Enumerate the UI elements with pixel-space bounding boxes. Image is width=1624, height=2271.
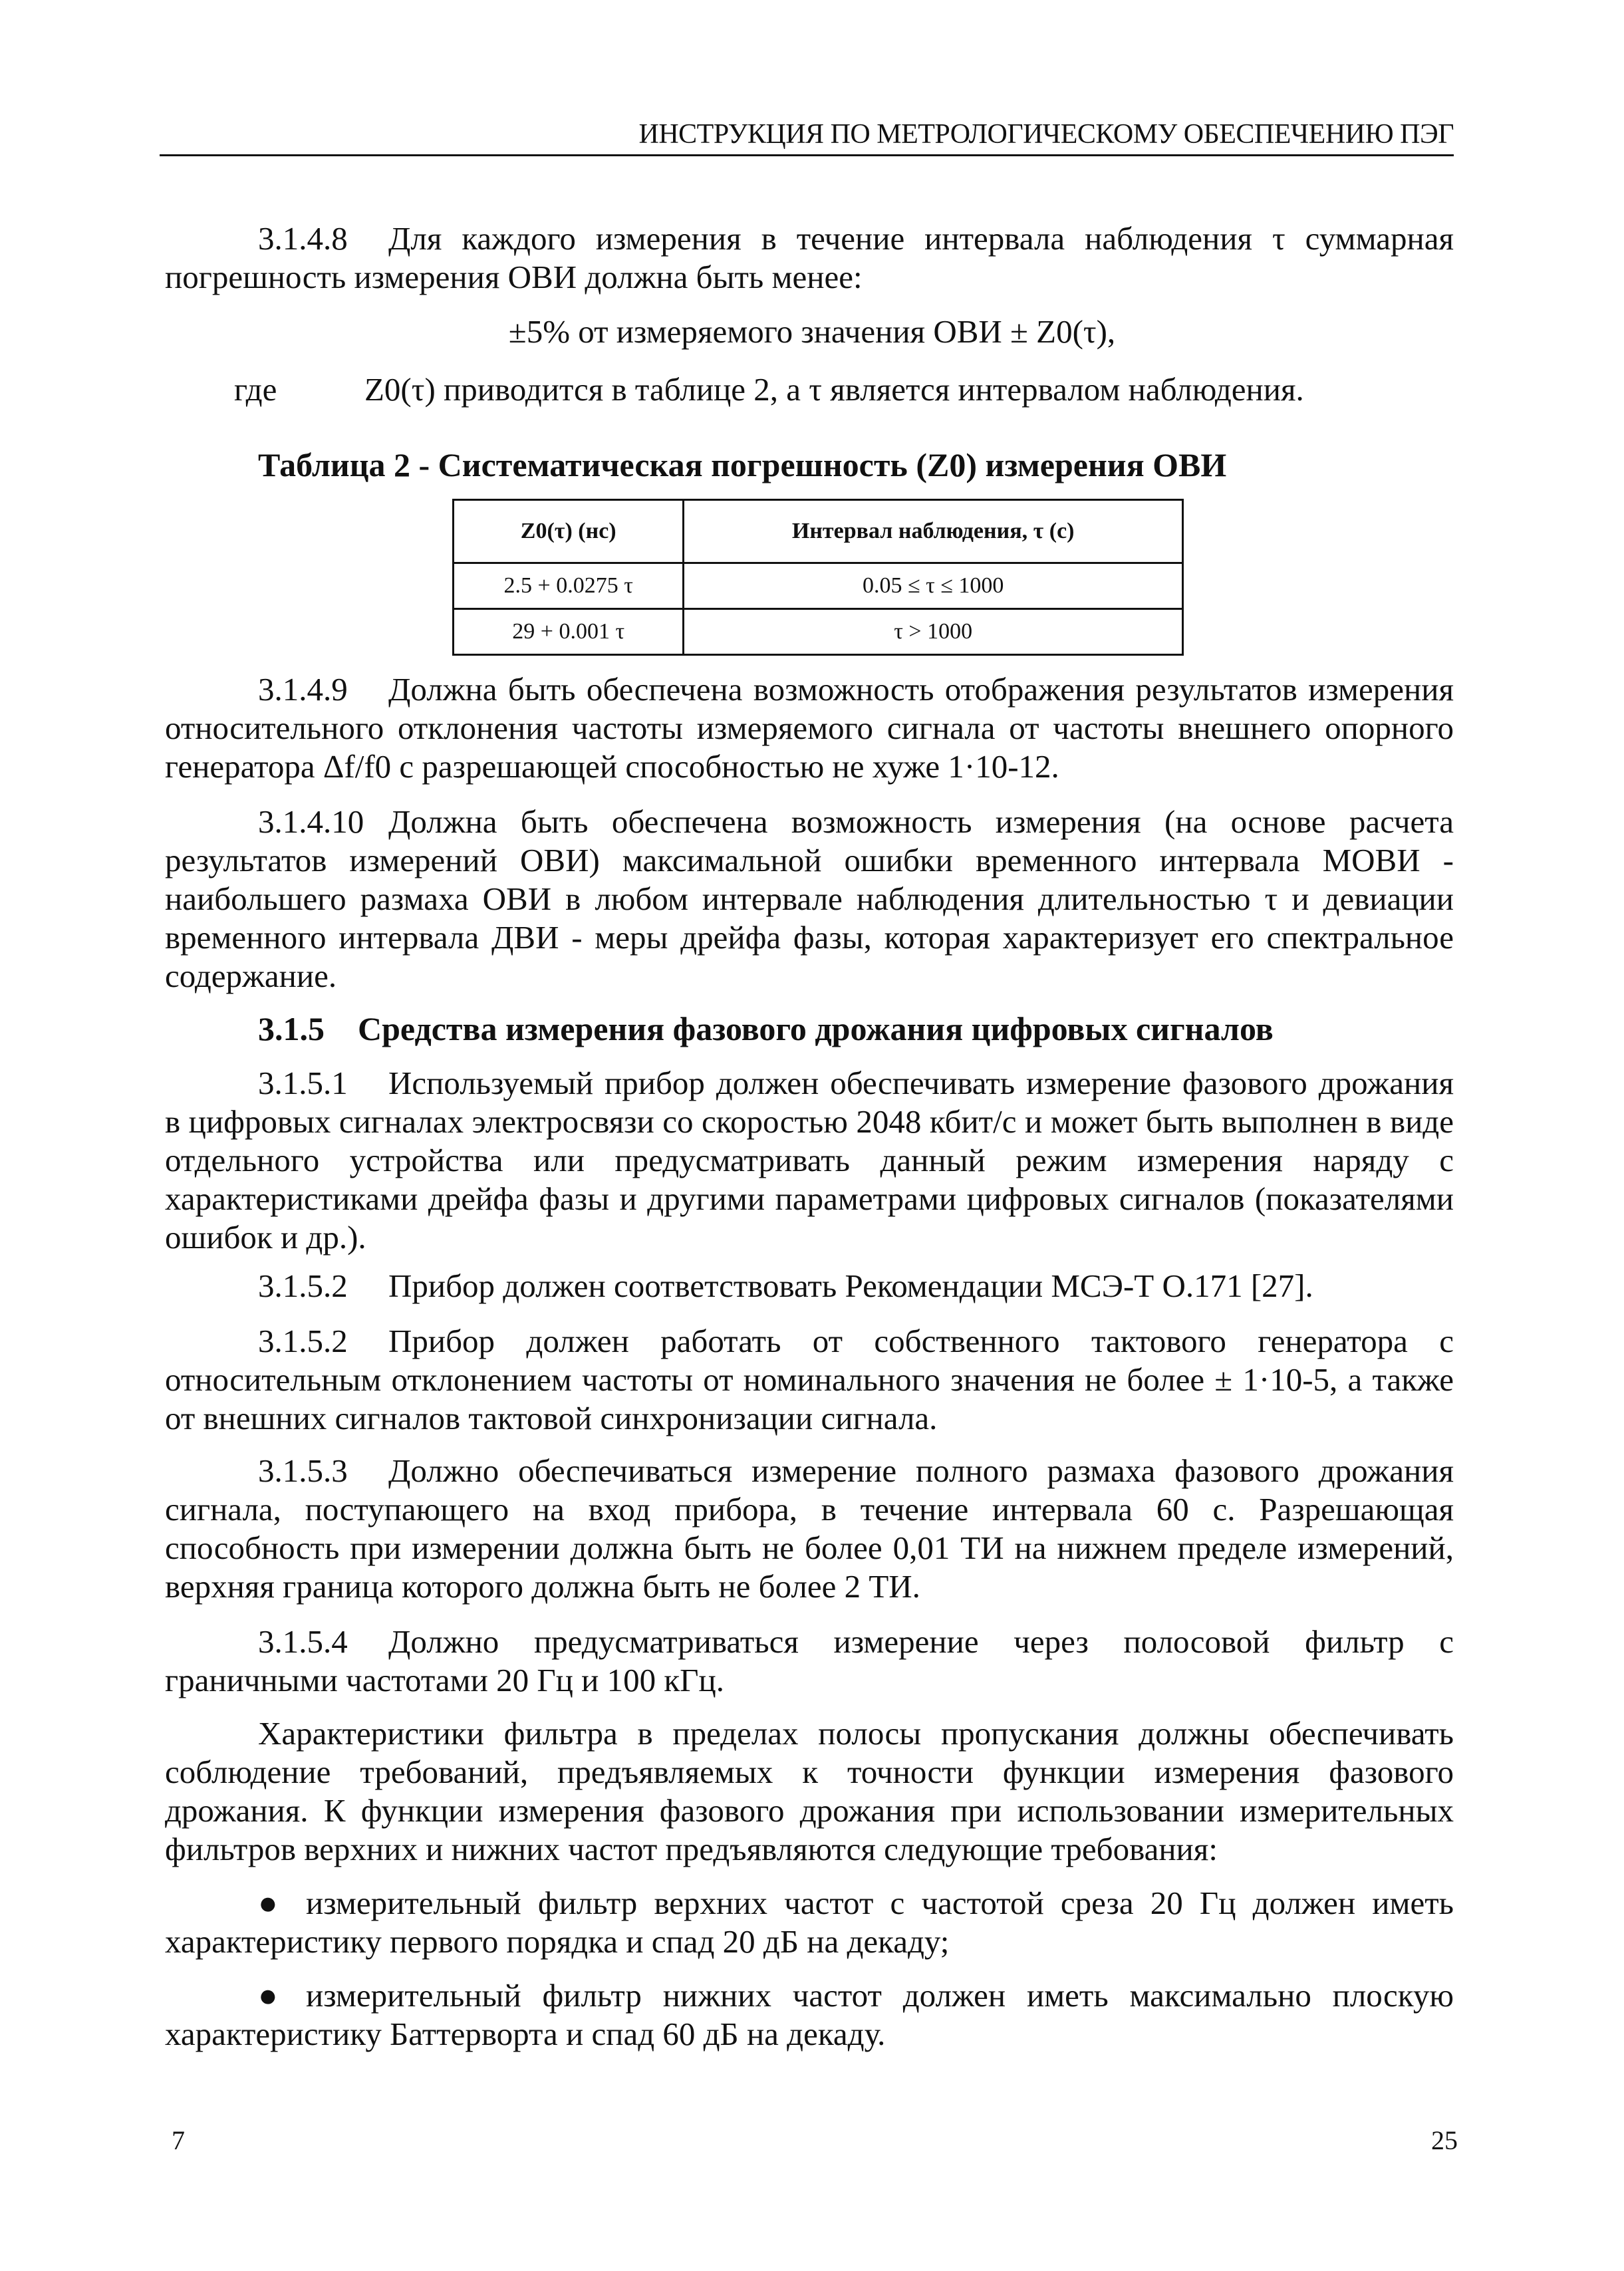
section-title: Средства измерения фазового дрожания цифровых сигналов xyxy=(358,1010,1274,1047)
paragraph-number: 3.1.4.8 xyxy=(258,220,348,257)
where-line xyxy=(234,370,1454,409)
section-number: 3.1.5 xyxy=(258,1010,325,1047)
footer-left-number: 7 xyxy=(172,2125,185,2155)
paragraph-3-1-5-1 xyxy=(165,1064,1454,1257)
list-item-text: измерительный фильтр нижних частот должен иметь максимально плоскую характеристику Баттерворта и спад 60 дБ на декаду. xyxy=(165,1977,1454,2052)
paragraph-3-1-5-2-a xyxy=(165,1267,1454,1305)
list-item xyxy=(165,1884,1454,1961)
table-row xyxy=(454,609,1183,655)
paragraph-3-1-5-3 xyxy=(165,1452,1454,1606)
paragraph-filter-characteristics: Характеристики фильтра в пределах полосы пропускания должны обеспечивать соблюдение требований, предъявляемых к точности функции измерения фазового дрожания. К функции измерения фазового дрожания при использовании измерительных фильтров верхних и нижних частот предъявляются следующие требования: xyxy=(165,1715,1454,1867)
paragraph-number: 3.1.4.9 xyxy=(258,671,348,708)
table-cell: 29 + 0.001 τ xyxy=(454,609,684,655)
bullet-icon: ● xyxy=(258,1885,278,1921)
paragraph-number: 3.1.5.3 xyxy=(258,1452,348,1489)
table-row xyxy=(454,563,1183,609)
paragraph-3-1-4-10 xyxy=(165,803,1454,996)
page-header: ИНСТРУКЦИЯ ПО МЕТРОЛОГИЧЕСКОМУ ОБЕСПЕЧЕНИЮ ПЭГ xyxy=(160,118,1454,156)
paragraph-3-1-4-9 xyxy=(165,670,1454,786)
table-caption: Таблица 2 - Систематическая погрешность (Z0) измерения ОВИ xyxy=(258,446,1227,483)
page-number: 25 xyxy=(1431,2125,1458,2155)
table-header-row xyxy=(454,500,1183,563)
paragraph-text: Должна быть обеспечена возможность отображения результатов измерения относительного отклонения частоты измеряемого сигнала от частоты внешнего опорного генератора Δf/f0 с разрешающей способностью не хуже 1·10-12. xyxy=(165,671,1454,785)
paragraph-number: 3.1.5.4 xyxy=(258,1623,348,1660)
list-item-text: измерительный фильтр верхних частот с частотой среза 20 Гц должен иметь характеристику первого порядка и спад 20 дБ на декаду; xyxy=(165,1885,1454,1960)
paragraph-number: 3.1.5.2 xyxy=(258,1268,348,1304)
paragraph-number: 3.1.4.10 xyxy=(258,803,364,840)
systematic-error-table xyxy=(452,499,1184,656)
where-label: где xyxy=(234,371,277,408)
table-header-cell: Интервал наблюдения, τ (с) xyxy=(684,500,1183,563)
where-text: Z0(τ) приводится в таблице 2, а τ является интервалом наблюдения. xyxy=(364,371,1304,408)
paragraph-text: Прибор должен соответствовать Рекомендации МСЭ-Т О.171 [27]. xyxy=(388,1268,1313,1304)
bullet-icon: ● xyxy=(258,1977,278,2014)
paragraph-text: Должно обеспечиваться измерение полного размаха фазового дрожания сигнала, поступающего на вход прибора, в течение интервала 60 с. Разрешающая способность при измерении должна быть не более 0,01 ТИ на нижнем пределе измерений, верхняя граница которого должна быть не более 2 ТИ. xyxy=(165,1452,1454,1605)
formula-line: ±5% от измеряемого значения ОВИ ± Z0(τ), xyxy=(508,313,1116,350)
table-header-cell: Z0(τ) (нс) xyxy=(454,500,684,563)
paragraph-text: Прибор должен работать от собственного тактового генератора с относительным отклонением частоты от номинального значения не более ± 1·10-5, а также от внешних сигналов тактовой синхронизации сигнала. xyxy=(165,1323,1454,1436)
paragraph-text: Должна быть обеспечена возможность измерения (на основе расчета результатов измерений ОВИ) максимальной ошибки временного интервала МОВИ - наибольшего размаха ОВИ в любом интервале наблюдения длительностью τ и девиации временного интервала ДВИ - меры дрейфа фазы, которая характеризует его спектральное содержание. xyxy=(165,803,1454,994)
paragraph-3-1-5-4 xyxy=(165,1623,1454,1700)
paragraph-text: Должно предусматриваться измерение через полосовой фильтр с граничными частотами 20 Гц и 100 кГц. xyxy=(165,1623,1454,1698)
table-cell: τ > 1000 xyxy=(684,609,1183,655)
list-item xyxy=(165,1976,1454,2054)
section-heading-3-1-5 xyxy=(258,1009,1274,1048)
table-cell: 2.5 + 0.0275 τ xyxy=(454,563,684,609)
paragraph-3-1-5-2-b xyxy=(165,1322,1454,1438)
paragraph-text: Для каждого измерения в течение интервала наблюдения τ суммарная погрешность измерения ОВИ должна быть менее: xyxy=(165,220,1454,295)
paragraph-3-1-4-8 xyxy=(165,219,1454,297)
paragraph-number: 3.1.5.2 xyxy=(258,1323,348,1359)
table-cell: 0.05 ≤ τ ≤ 1000 xyxy=(684,563,1183,609)
paragraph-number: 3.1.5.1 xyxy=(258,1065,348,1101)
paragraph-text: Используемый прибор должен обеспечивать измерение фазового дрожания в цифровых сигналах электросвязи со скоростью 2048 кбит/с и может быть выполнен в виде отдельного устройства или предусматривать данный режим измерения наряду с характеристиками дрейфа фазы и другими параметрами цифровых сигналов (показателями ошибок и др.). xyxy=(165,1065,1454,1256)
